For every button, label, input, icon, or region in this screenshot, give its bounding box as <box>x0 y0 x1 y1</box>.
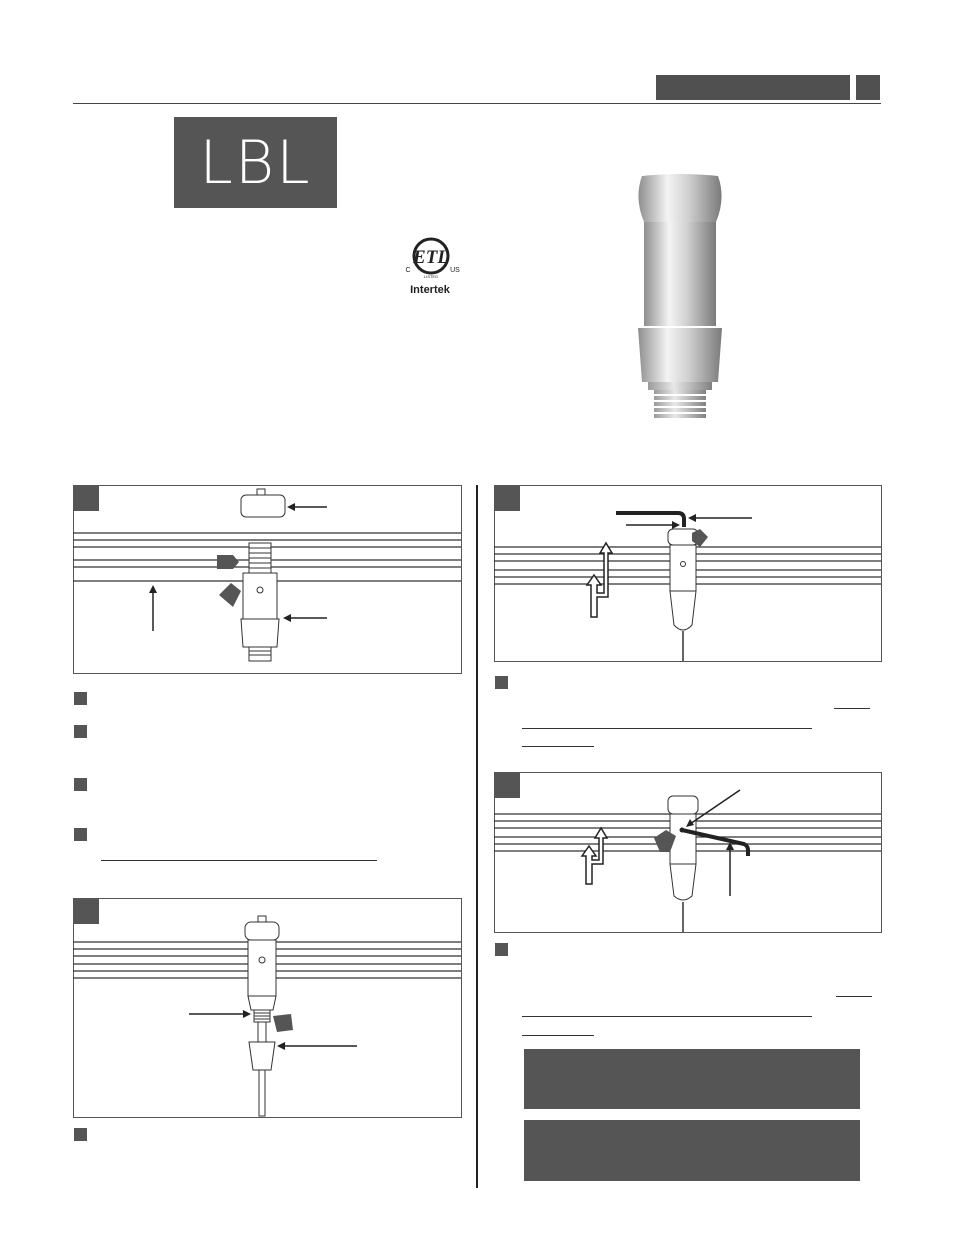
instruction-bullet <box>74 1128 87 1141</box>
pendant-adapter-icon <box>630 170 730 420</box>
column-divider <box>476 485 478 1188</box>
underline-rule <box>522 728 812 729</box>
underline-rule <box>522 1016 812 1017</box>
note-box <box>524 1049 860 1109</box>
step-1-illustration <box>73 485 461 673</box>
instruction-bullet <box>74 778 87 791</box>
header-rule <box>73 103 881 104</box>
underline-rule <box>101 860 377 861</box>
brand-logo <box>174 117 337 208</box>
instruction-bullet <box>74 828 87 841</box>
instruction-bullet <box>495 676 508 689</box>
underline-rule <box>834 708 870 709</box>
intertek-label: Intertek <box>410 284 450 296</box>
etl-c-text: C <box>405 267 411 274</box>
underline-rule <box>522 746 594 747</box>
etl-listed-text: LISTED <box>423 274 439 279</box>
note-box <box>524 1120 860 1181</box>
underline-rule <box>522 1035 594 1036</box>
step-3-illustration <box>494 485 881 661</box>
instruction-bullet <box>495 943 508 956</box>
instruction-bullet <box>74 725 87 738</box>
step-4-illustration <box>494 772 881 932</box>
etl-mark-text: ETL <box>413 247 449 268</box>
underline-rule <box>836 996 872 997</box>
etl-us-text: US <box>450 267 460 274</box>
header-title-bar <box>656 75 850 100</box>
step-2-illustration <box>73 898 461 1117</box>
brand-logo-text: LBL <box>199 127 312 198</box>
header-page-box <box>856 75 880 100</box>
instruction-bullet <box>74 692 87 705</box>
